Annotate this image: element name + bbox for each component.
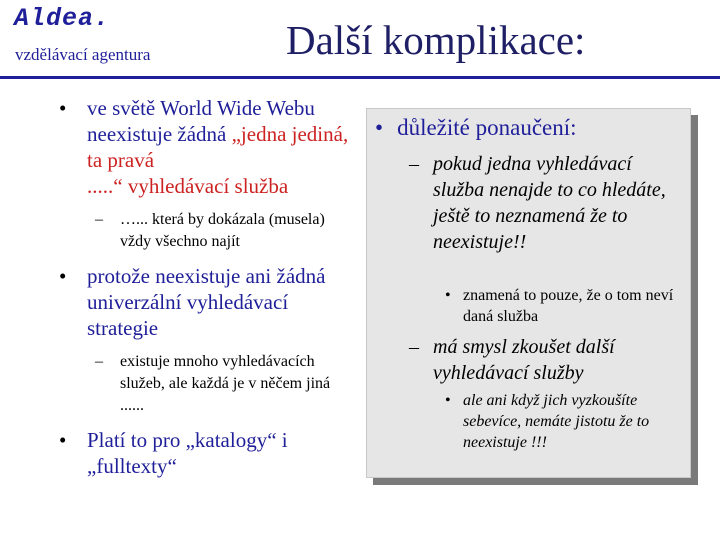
bullet-text: protože neexistuje ani žádná univerzální vyhledávací strategie — [87, 264, 326, 340]
bullet-text-end: .....“ vyhledávací služba — [87, 174, 289, 198]
box-heading — [375, 115, 577, 141]
bullet-text-start: ve světě World Wide Webu neexistuje žádná — [87, 96, 315, 146]
dash-icon: – — [409, 153, 419, 175]
dash-icon: – — [409, 336, 419, 358]
lesson-item-text: pokud jedna vyhledávací služba nenajde to co hledáte, ještě to neznamená že to neexistuje!! — [433, 153, 666, 253]
lesson-subitem-no-certainty — [445, 390, 685, 453]
left-column — [55, 95, 355, 489]
sub-bullet-text: existuje mnoho vyhledávacích služeb, ale každá je v něčem jiná ...... — [120, 353, 331, 414]
bullet-icon: • — [445, 287, 451, 304]
lesson-item-not-found — [409, 151, 679, 255]
lesson-item-text: má smysl zkoušet další vyhledávací služby — [433, 336, 615, 384]
dash-icon: – — [95, 353, 103, 370]
bullet-icon: • — [445, 392, 451, 409]
bullet-text-red: „jedna jediná, ta pravá — [87, 122, 349, 172]
header-divider — [0, 76, 720, 79]
bullet-icon: • — [59, 264, 67, 288]
bullet-world-wide-web — [55, 95, 355, 199]
box-heading-text: důležité ponaučení: — [397, 115, 577, 140]
lesson-box — [366, 108, 691, 478]
bullet-text: Platí to pro „katalogy“ i „fulltexty“ — [87, 428, 288, 478]
slide-title: Další komplikace: — [286, 17, 586, 63]
sub-bullet-text: …... která by dokázala (musela) vždy všechno najít — [120, 211, 325, 250]
bullet-icon: • — [59, 428, 67, 452]
aldea-logo: Aldea. — [14, 4, 111, 33]
bullet-catalogs-fulltexts — [55, 427, 355, 479]
bullet-icon: • — [375, 115, 384, 140]
sub-bullet-many-services — [55, 351, 355, 417]
sub-bullet-find-all — [55, 209, 355, 253]
lesson-subitem-text: znamená to pouze, že o tom neví daná služba — [463, 287, 674, 325]
lesson-subitem-service-unaware — [445, 285, 685, 327]
bullet-strategy — [55, 263, 355, 341]
dash-icon: – — [95, 211, 103, 228]
lesson-item-try-more — [409, 334, 679, 386]
lesson-subitem-text: ale ani když jich vyzkoušíte sebevíce, nemáte jistotu že to neexistuje !!! — [463, 392, 650, 451]
bullet-icon: • — [59, 96, 67, 120]
tagline: vzdělávací agentura — [15, 45, 151, 64]
